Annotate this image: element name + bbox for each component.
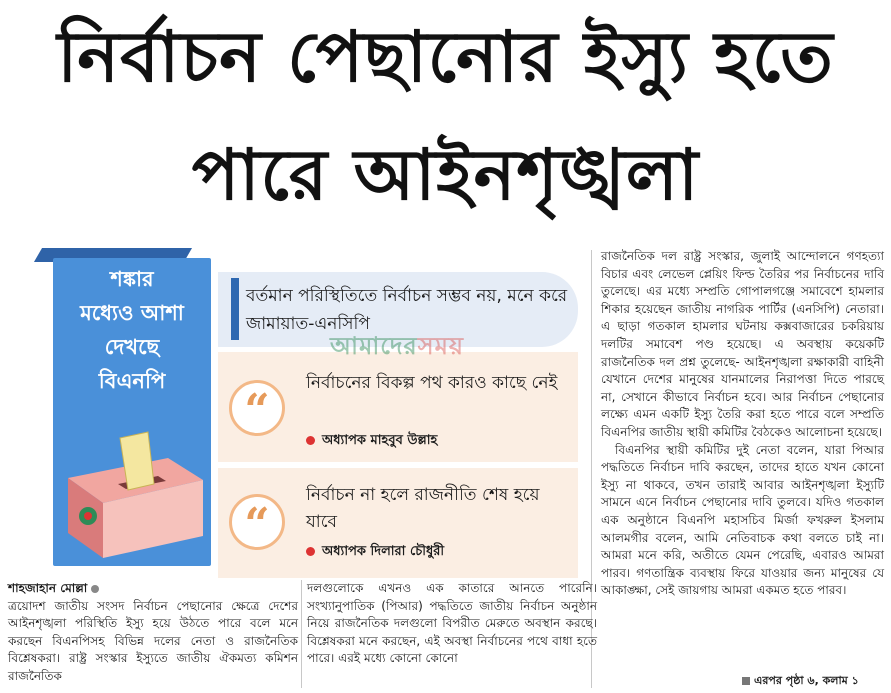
ballot-box-icon bbox=[58, 418, 208, 558]
promo-line: বিএনপি bbox=[98, 369, 166, 393]
bullet-icon bbox=[306, 547, 315, 556]
byline-dot-icon bbox=[91, 585, 99, 593]
promo-line: মধ্যেও আশা bbox=[80, 301, 184, 325]
article-paragraph: দলগুলোকে এখনও এক কাতারে আনতে পারেনি। সংখ্যানুপাতিক (পিআর) পদ্ধতিতে জাতীয় নির্বাচন অনুষ্ঠান নিয়ে রাজনৈতিক দলগুলো বিপরীত মেরুতে অবস্থান করছে। বিশ্লেষকরা মনে করছেন, এই অবস্থা নির্বাচনের পথে বাধা হতে পারে। এরই মধ্যে কোনো কোনো bbox=[307, 581, 597, 666]
article-paragraph-text: বিএনপির স্থায়ী কমিটির দুই নেতা বলেন, যারা পিআর পদ্ধতিতে নির্বাচন দাবি করছেন, তাদের হাতে যখন কোনো ইস্যু না থাকবে, তখন তারাই আবার আইনশৃঙ্খলা ইস্যুটি সামনে এনে নির্বাচন পেছানোর দাবি তুলবে। যদিও গতকাল এক অনুষ্ঠানে বিএনপি মহাসচিব মির্জা ফখরুল ইসলাম আলমগীর বলেন, আমি নেতিবাচক কথা বলতে চাই না। আমরা মনে করি, অতীতে যেমন পেরেছি, এবারও আমরা পারব। গণতান্ত্রিক ব্যবস্থায় ফিরে যাওয়ার জন্য মানুষের যে আকাঙ্ক্ষা, সেই জায়গায় আমরা একমত হতে পারব। bbox=[601, 442, 884, 598]
quote-icon bbox=[229, 494, 285, 550]
quote-text: নির্বাচনের বিকল্প পথ কারও কাছে নেই bbox=[306, 373, 558, 393]
headline-line-2: পারে আইনশৃঙ্খলা bbox=[191, 134, 700, 216]
headline-line-1: নির্বাচন পেছানোর ইস্যু হতে bbox=[57, 16, 834, 98]
byline bbox=[8, 580, 298, 598]
article-column-right bbox=[601, 248, 884, 600]
bullet-icon bbox=[306, 436, 315, 445]
article-column-middle bbox=[307, 580, 597, 668]
column-divider bbox=[301, 580, 302, 688]
article-column-left bbox=[8, 580, 298, 686]
quote-mark: “ bbox=[244, 499, 270, 550]
quote-author-name: অধ্যাপক মাহবুব উল্লাহ bbox=[322, 433, 438, 448]
watermark-part-1: আমাদের bbox=[330, 332, 418, 360]
promo-line: দেখছে bbox=[104, 335, 160, 359]
article-paragraph bbox=[601, 442, 884, 600]
continued-note bbox=[742, 672, 859, 691]
promo-line: শঙ্কার bbox=[110, 267, 154, 291]
promo-card bbox=[8, 248, 208, 566]
watermark bbox=[330, 328, 464, 368]
article-paragraph: ত্রয়োদশ জাতীয় সংসদ নির্বাচন পেছানোর ক্ষেত্রে দেশের আইনশৃঙ্খলা পরিস্থিতি ইস্যু হয়ে উঠতে পারে বলে মনে করছেন বিএনপিসহ বিভিন্ন দলের নেতা ও রাজনৈতিক বিশ্লেষকরা। রাষ্ট্র সংস্কার ইস্যুতে জাতীয় ঐকমত্য কমিশন রাজনৈতিক bbox=[8, 598, 298, 683]
byline-name: শাহজাহান মোল্লা bbox=[8, 581, 88, 595]
promo-text bbox=[53, 262, 211, 398]
quote-icon bbox=[229, 380, 285, 436]
watermark-part-2: সময় bbox=[417, 332, 465, 360]
quote-author bbox=[306, 542, 444, 563]
lead-panel-accent bbox=[231, 278, 239, 340]
square-icon bbox=[742, 677, 750, 685]
lead-panel-text: বর্তমান পরিস্থিতিতে নির্বাচন সম্ভব নয়, মনে করে জামায়াত-এনসিপি bbox=[246, 286, 568, 334]
quote-text: নির্বাচন না হলে রাজনীতি শেষ হয়ে যাবে bbox=[306, 485, 540, 532]
quote-mark: “ bbox=[244, 385, 270, 436]
continued-text: এরপর পৃষ্ঠা ৬, কলাম ১ bbox=[754, 674, 859, 687]
quote-author bbox=[306, 431, 437, 452]
quote-author-name: অধ্যাপক দিলারা চৌধুরী bbox=[322, 544, 445, 559]
article-paragraph: রাজনৈতিক দল রাষ্ট্র সংস্কার, জুলাই আন্দোলনে গণহত্যা বিচার এবং লেভেল প্লেয়িং ফিল্ড তৈরির পর নির্বাচনের দাবি তুলেছে। এর মধ্যে সম্প্রতি গোপালগঞ্জে সমাবেশে হামলার শিকার হয়েছেন জাতীয় নাগরিক পার্টির (এনসিপি) নেতারা। এ ছাড়া গতকাল হামলার ঘটনায় কক্সবাজারের চকরিয়ায় দলটির সমাবেশ পণ্ড হয়েছে। এ অবস্থায় কয়েকটি রাজনৈতিক দল প্রশ্ন তুলেছে- আইনশৃঙ্খলা রক্ষাকারী বাহিনী যেখানে দেশের মানুষের যানমালের নিরাপত্তা দিতে পারছে না, সেখানে কীভাবে নির্বাচন হবে। আর নির্বাচন পেছানোর লক্ষ্যে এমন একটি ইস্যু তৈরি করা হতে পারে বলে সম্প্রতি বিএনপির জাতীয় স্থায়ী কমিটির বৈঠকেও আলোচনা হয়েছে। bbox=[601, 249, 884, 439]
